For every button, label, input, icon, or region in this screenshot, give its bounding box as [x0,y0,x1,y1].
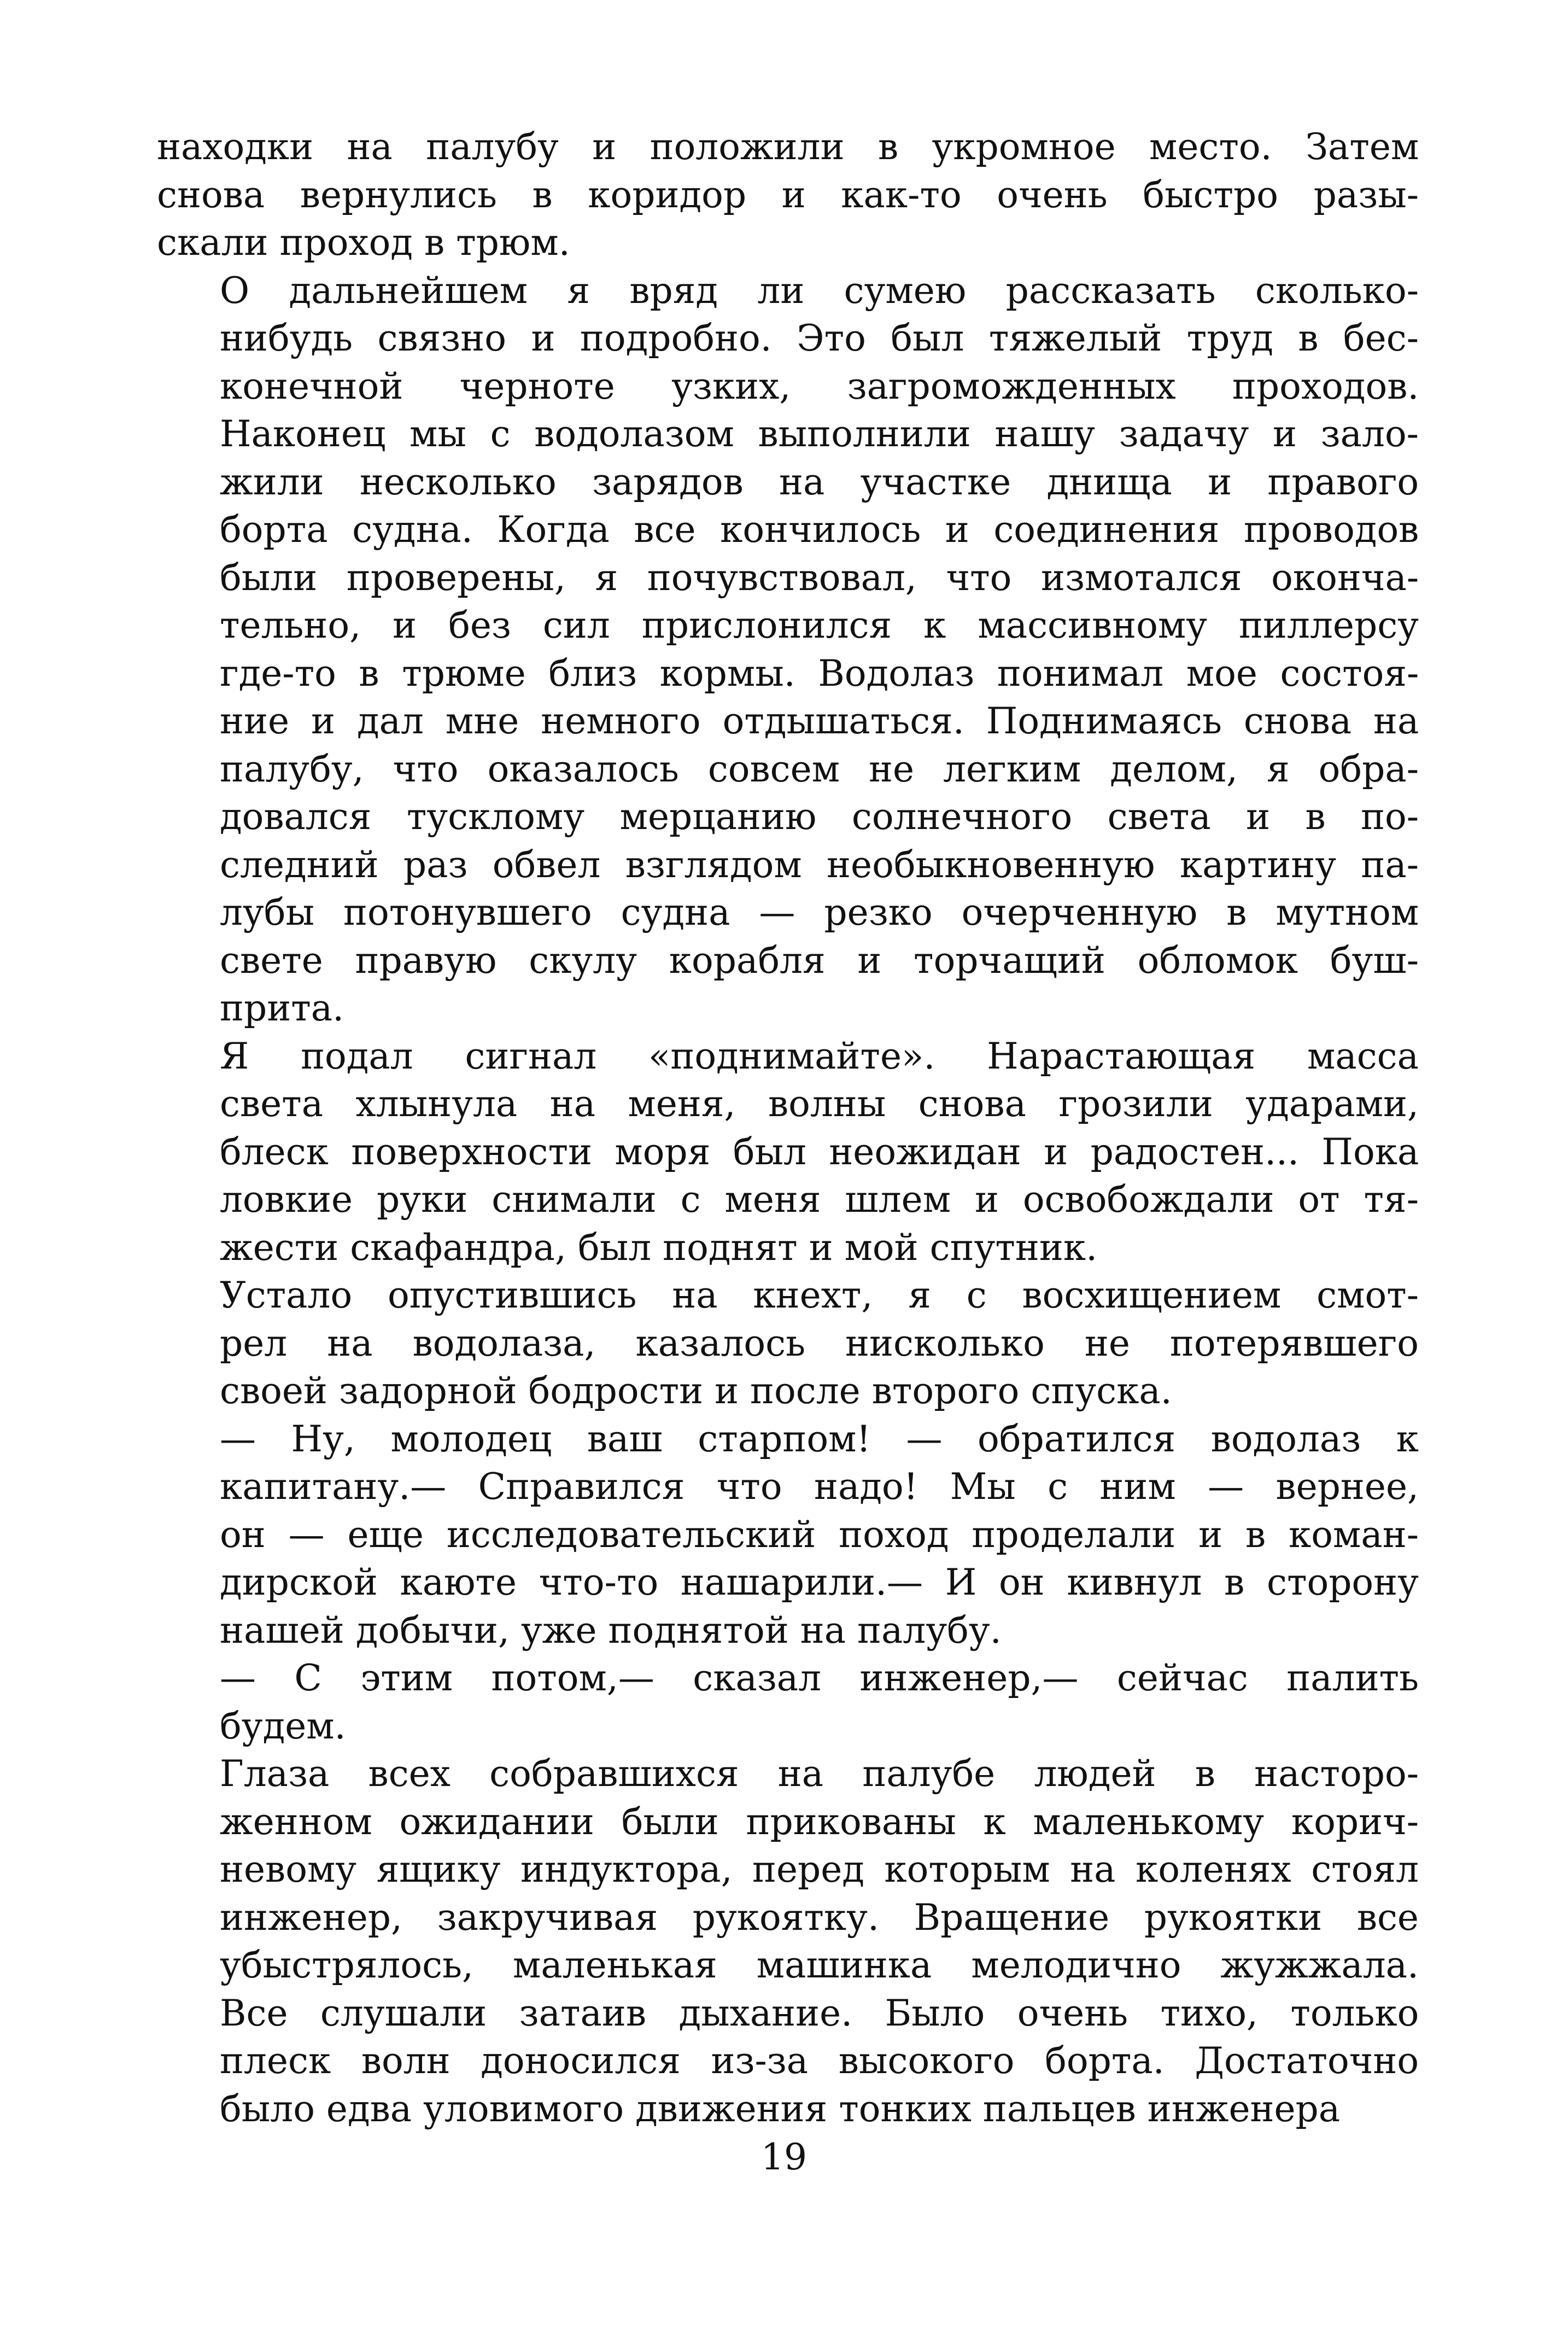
text-line: плеск волн доносился из-за высокого борта. Достаточно [220,2040,1419,2082]
text-line: убыстрялось, маленькая машинка мелодично жужжала. [220,1944,1419,1986]
text-line: Устало опустившись на кнехт, я с восхищением смот- [220,1274,1419,1316]
text-line: своей задорной бодрости и после второго спуска. [220,1370,1172,1412]
text-line: ловкие руки снимали с меня шлем и освобождали от тя- [220,1178,1419,1221]
text-line: света хлынула на меня, волны снова грозили ударами, [220,1083,1419,1125]
page-number: 19 [761,2136,807,2178]
text-line: дирской каюте что-то нашарили.— И он кивнул в сторону [220,1561,1419,1603]
paragraph [157,267,1419,1032]
text-line: следний раз обвел взглядом необыкновенную картину па- [220,843,1419,886]
body-text [157,123,1419,2133]
text-line: жести скафандра, был поднят и мой спутник. [220,1226,1098,1269]
paragraph [157,1032,1419,1272]
text-line: снова вернулись в коридор и как-то очень быстро разы- [157,173,1419,216]
text-line: прита. [220,987,344,1029]
text-line: были проверены, я почувствовал, что измотался оконча- [220,556,1419,599]
text-line: Я подал сигнал «поднимайте». Нарастающая масса [220,1035,1419,1077]
text-line: рел на водолаза, казалось нисколько не потерявшего [220,1322,1419,1364]
text-line: свете правую скулу корабля и торчащий обломок буш- [220,939,1419,982]
text-line: нибудь связно и подробно. Это был тяжелый труд в бес- [220,317,1419,359]
text-line: — Ну, молодец ваш старпом! — обратился водолаз к [220,1417,1419,1460]
text-line: блеск поверхности моря был неожидан и радостен... Пока [220,1130,1419,1173]
text-line: тельно, и без сил прислонился к массивному пиллерсу [220,604,1419,646]
text-line: Наконец мы с водолазом выполнили нашу задачу и зало- [220,413,1419,455]
text-line: жили несколько зарядов на участке днища и правого [220,460,1419,503]
text-line: конечной черноте узких, загроможденных проходов. [220,365,1419,407]
text-line: Все слушали затаив дыхание. Было очень тихо, только [220,1992,1419,2034]
text-line: капитану.— Справился что надо! Мы с ним — вернее, [220,1466,1419,1508]
paragraph [157,1271,1419,1415]
text-line: невому ящику индуктора, перед которым на коленях стоял [220,1848,1419,1890]
paragraph [157,1654,1419,1750]
text-line: О дальнейшем я вряд ли сумею рассказать сколько- [220,269,1419,312]
text-line: находки на палубу и положили в укромное место. Затем [157,126,1419,168]
text-line: будем. [220,1705,346,1747]
paragraph [157,1415,1419,1655]
text-line: женном ожидании были прикованы к маленькому корич- [220,1800,1419,1843]
paragraph [157,1750,1419,2133]
text-line: борта судна. Когда все кончилось и соединения проводов [220,509,1419,551]
text-line: — С этим потом,— сказал инженер,— сейчас палить [220,1657,1419,1699]
text-line: он — еще исследовательский поход проделали и в коман- [220,1513,1419,1556]
text-line: довался тусклому мерцанию солнечного света и в по- [220,796,1419,838]
text-line: ние и дал мне немного отдышаться. Поднимаясь снова на [220,700,1419,742]
text-line: где-то в трюме близ кормы. Водолаз понимал мое состоя- [220,652,1419,694]
text-line: инженер, закручивая рукоятку. Вращение рукоятки все [220,1896,1419,1939]
text-line: палубу, что оказалось совсем не легким делом, я обра- [220,748,1419,790]
text-line: лубы потонувшего судна — резко очерченную в мутном [220,891,1419,933]
paragraph [157,123,1419,267]
text-line: было едва уловимого движения тонких пальцев инженера [220,2087,1341,2130]
text-line: нашей добычи, уже поднятой на палубу. [220,1609,1002,1651]
text-line: скали проход в трюм. [157,221,570,264]
text-line: Глаза всех собравшихся на палубе людей в насторо- [220,1753,1419,1795]
